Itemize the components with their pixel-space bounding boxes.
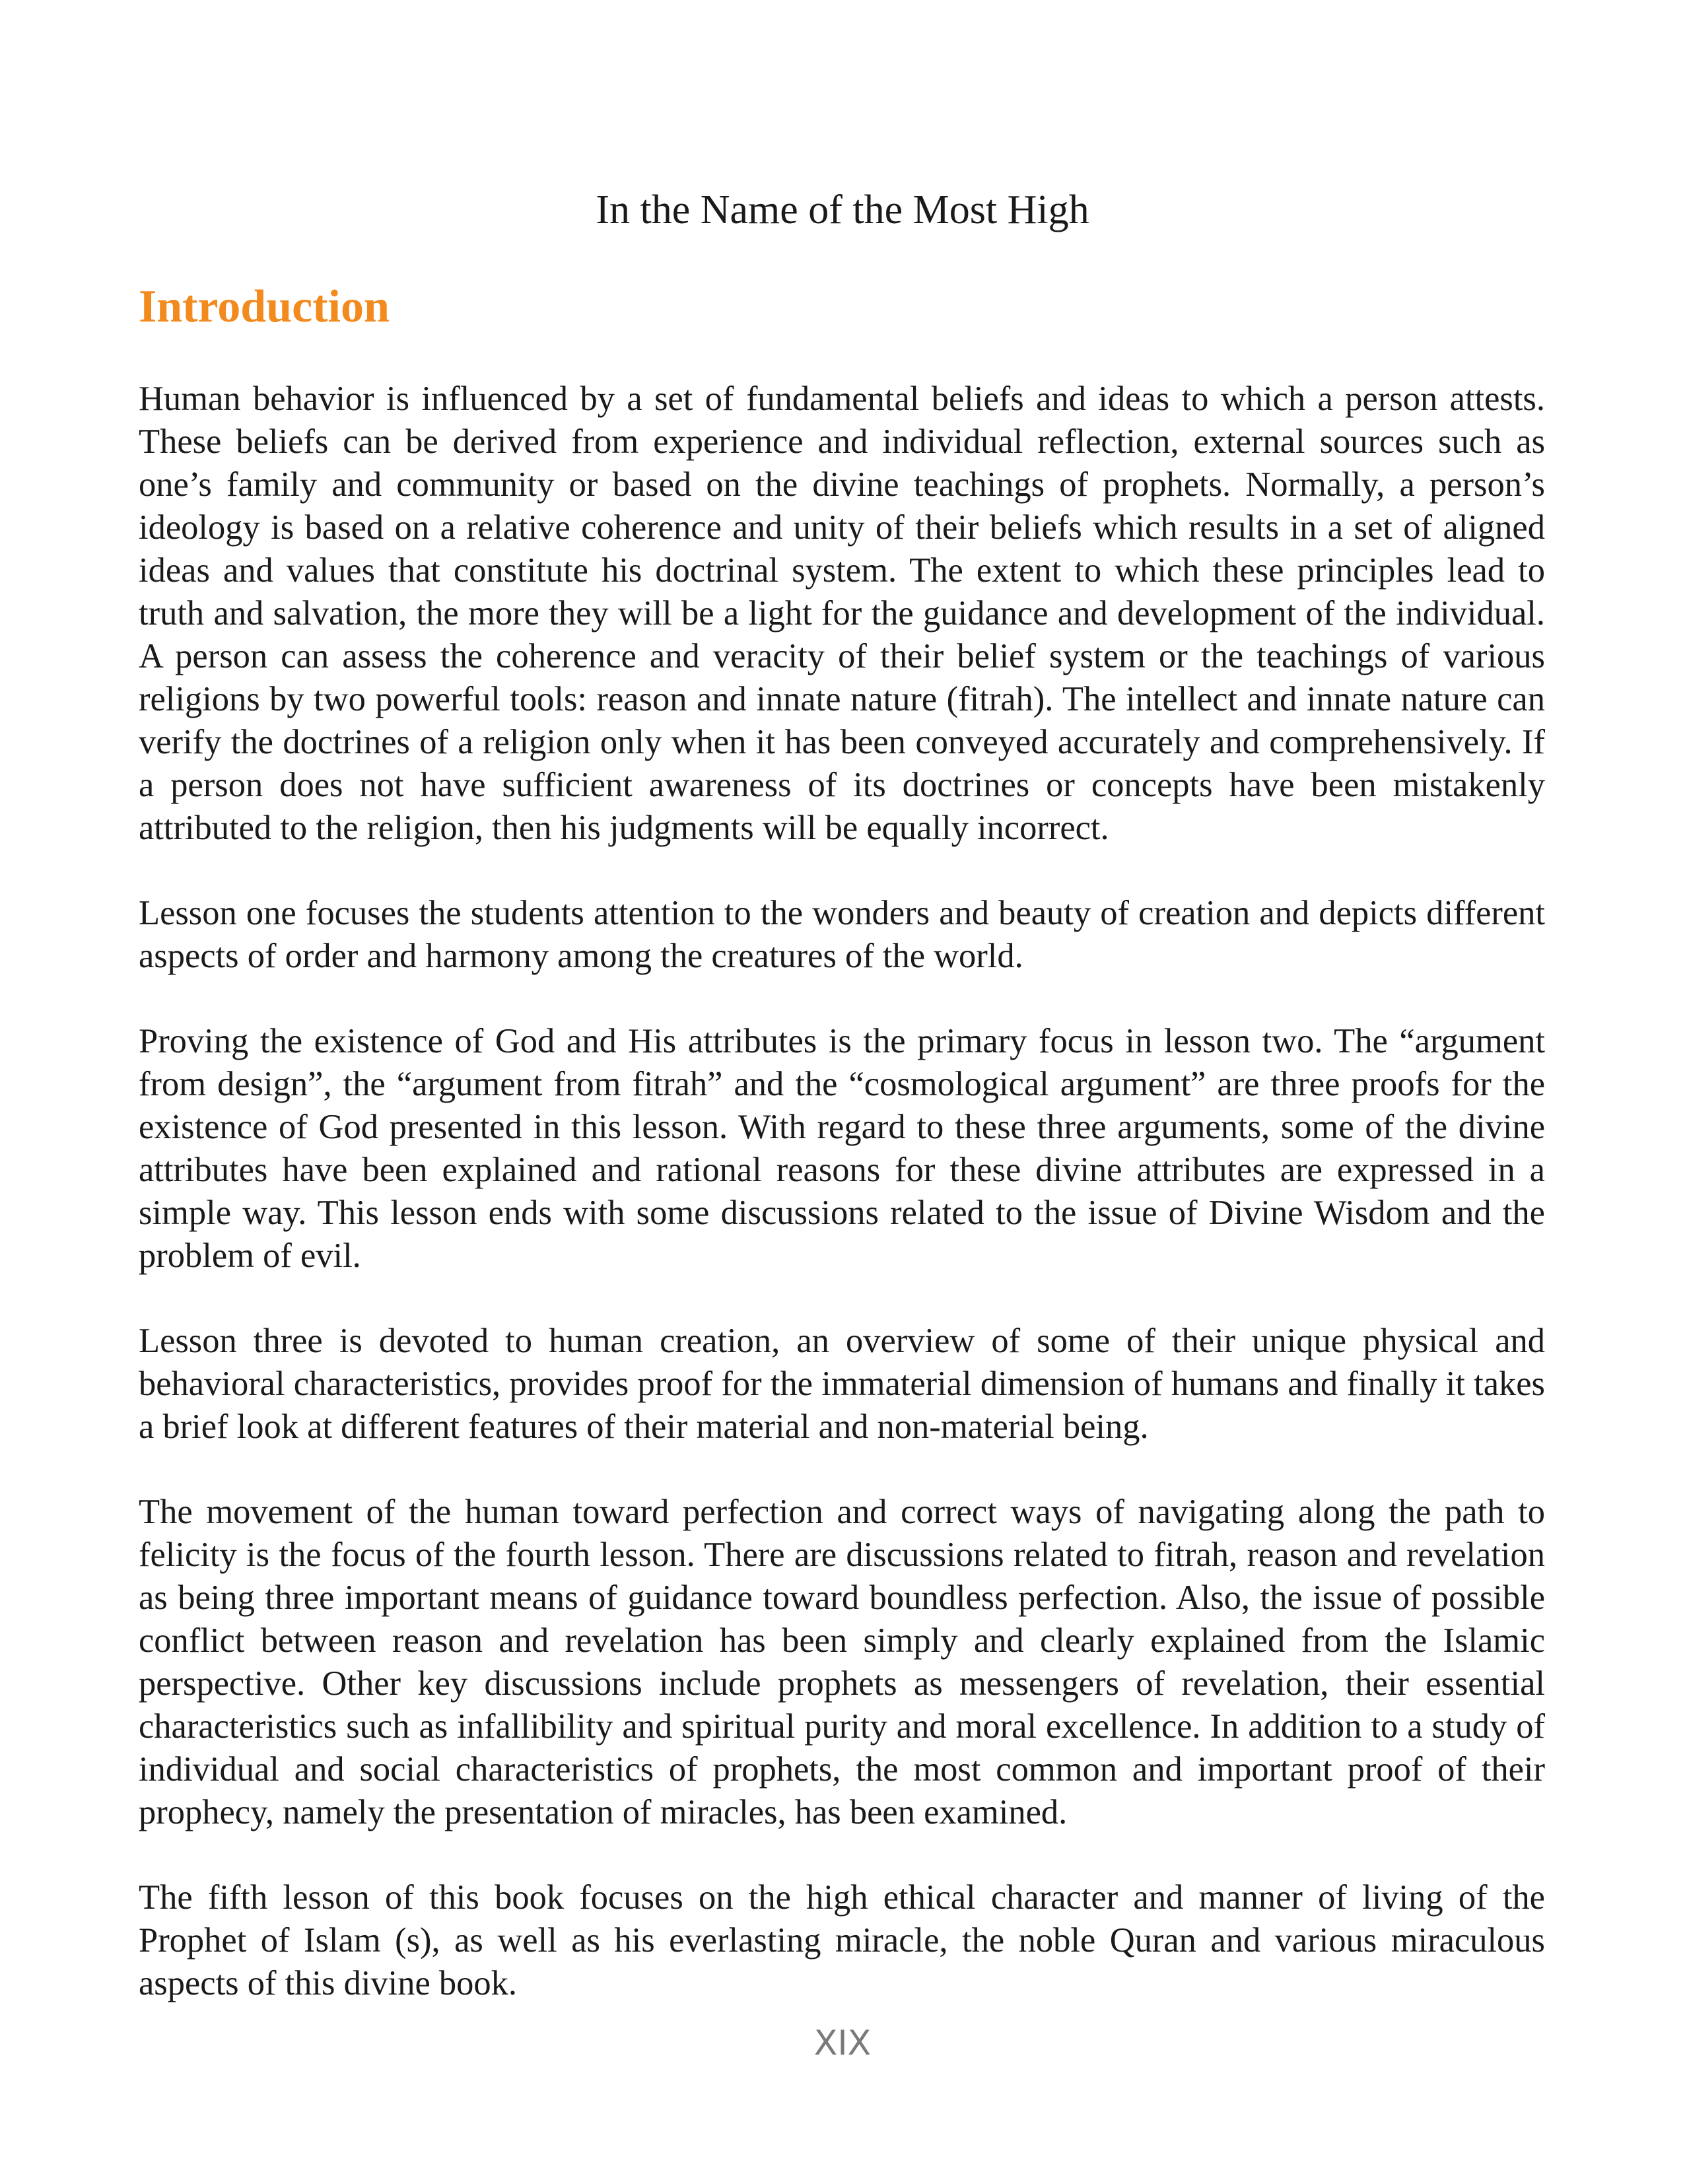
- paragraph-lesson-two: Proving the existence of God and His attributes is the primary focus in lesson two. The “argument from design”, the “argument from fitrah” and the “cosmological argument” are three proofs for the existence of God presented in this lesson. With regard to these three arguments, some of the divine attributes have been explained and rational reasons for these divine attributes are expressed in a simple way. This lesson ends with some discussions related to the issue of Divine Wisdom and the problem of evil.: [139, 1022, 1545, 1275]
- paragraph-lesson-four: The movement of the human toward perfection and correct ways of navigating along the path to felicity is the focus of the fourth lesson. There are discussions related to fitrah, reason and revelation as being three important means of guidance toward boundless perfection. Also, the issue of possible conflict between reason and revelation has been simply and clearly explained from the Islamic perspective. Other key discussions include prophets as messengers of revelation, their essential characteristics such as infallibility and spiritual purity and moral excellence. In addition to a study of individual and social characteristics of prophets, the most common and important proof of their prophecy, namely the presentation of miracles, has been examined.: [139, 1493, 1545, 1831]
- page-header: In the Name of the Most High: [596, 188, 1089, 232]
- paragraph-lesson-three: Lesson three is devoted to human creation, an overview of some of their unique physical and behavioral characteristics, provides proof for the immaterial dimension of humans and finally it takes a brief look at different features of their material and non-material being.: [139, 1322, 1545, 1446]
- paragraph-intro: Human behavior is influenced by a set of fundamental beliefs and ideas to which a person attests. These beliefs can be derived from experience and individual reflection, external sources such as one’s family and community or based on the divine teachings of prophets. Normally, a person’s ideology is based on a relative coherence and unity of their beliefs which results in a set of aligned ideas and values that constitute his doctrinal system. The extent to which these principles lead to truth and salvation, the more they will be a light for the guidance and development of the individual. A person can assess the coherence and veracity of their belief system or the teachings of various religions by two powerful tools: reason and innate nature (fitrah). The intellect and innate nature can verify the doctrines of a religion only when it has been conveyed accurately and comprehensively. If a person does not have sufficient awareness of its doctrines or concepts have been mistakenly attributed to the religion, then his judgments will be equally incorrect.: [139, 380, 1545, 847]
- paragraph-lesson-one: Lesson one focuses the students attention to the wonders and beauty of creation and depicts different aspects of order and harmony among the creatures of the world.: [139, 894, 1545, 975]
- paragraph-lesson-five: The fifth lesson of this book focuses on the high ethical character and manner of living of the Prophet of Islam (s), as well as his everlasting miracle, the noble Quran and various miraculous aspects of this divine book.: [139, 1878, 1545, 2002]
- page-number: XIX: [813, 2024, 872, 2063]
- body-text: [139, 378, 1545, 2047]
- chapter-title: Introduction: [139, 281, 390, 332]
